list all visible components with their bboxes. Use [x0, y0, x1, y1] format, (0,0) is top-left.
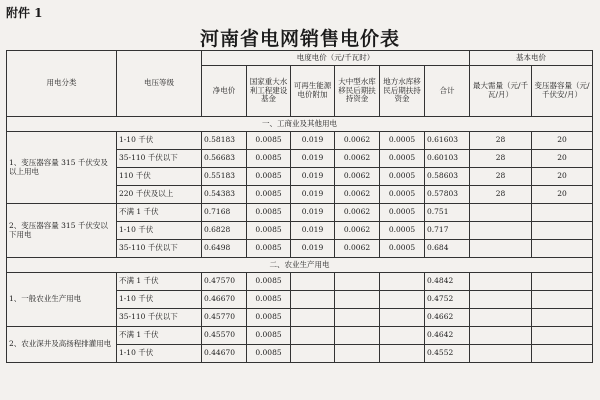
- cell-voltage: 1-10 千伏: [117, 132, 202, 150]
- cell-total: 0.61603: [425, 132, 470, 150]
- cell-water: 0.0085: [247, 132, 291, 150]
- cell-capacity: 20: [532, 132, 593, 150]
- cell-voltage: 1-10 千伏: [117, 222, 202, 240]
- cell-total: 0.60103: [425, 150, 470, 168]
- cell-water: 0.0085: [247, 273, 291, 291]
- cell-water: 0.0085: [247, 222, 291, 240]
- cell-local: 0.0005: [380, 186, 425, 204]
- cell-local: 0.0005: [380, 168, 425, 186]
- cell-demand: 28: [470, 168, 532, 186]
- cell-voltage: 不满 1 千伏: [117, 204, 202, 222]
- table-row: [7, 132, 593, 150]
- cell-voltage: 35-110 千伏以下: [117, 309, 202, 327]
- header-water-fund: 国家重大水利工程建设基金: [247, 66, 291, 117]
- header-category: 用电分类: [7, 51, 117, 117]
- group-large-transformer: 1、变压器容量 315 千伏安及以上用电: [7, 132, 117, 204]
- header-base-price: 基本电价: [470, 51, 593, 66]
- header-large-reservoir: 大中型水库移民后期扶持资金: [335, 66, 380, 117]
- cell-voltage: 35-110 千伏以下: [117, 150, 202, 168]
- cell-total: 0.4662: [425, 309, 470, 327]
- cell-total: 0.751: [425, 204, 470, 222]
- group-general-agri: 1、一般农业生产用电: [7, 273, 117, 327]
- cell-water: 0.0085: [247, 168, 291, 186]
- section-row: [7, 117, 593, 132]
- cell-water: 0.0085: [247, 186, 291, 204]
- cell-large: 0.0062: [335, 150, 380, 168]
- cell-demand: [470, 204, 532, 222]
- cell-total: 0.4552: [425, 345, 470, 363]
- cell-total: 0.4752: [425, 291, 470, 309]
- cell-total: 0.717: [425, 222, 470, 240]
- cell-total: 0.684: [425, 240, 470, 258]
- section-industrial: 一、工商业及其他用电: [7, 117, 593, 132]
- cell-net: 0.46670: [202, 291, 247, 309]
- cell-large: 0.0062: [335, 186, 380, 204]
- cell-total: 0.4642: [425, 327, 470, 345]
- header-renewable: 可再生能源电价附加: [291, 66, 335, 117]
- group-irrigation: 2、农业深井及高扬程排灌用电: [7, 327, 117, 363]
- header-row-1: [7, 51, 593, 66]
- cell-demand: 28: [470, 150, 532, 168]
- cell-capacity: [532, 204, 593, 222]
- table-row: [7, 327, 593, 345]
- cell-net: 0.44670: [202, 345, 247, 363]
- cell-voltage: 不满 1 千伏: [117, 327, 202, 345]
- cell-voltage: 110 千伏: [117, 168, 202, 186]
- section-agricultural: 二、农业生产用电: [7, 258, 593, 273]
- cell-capacity: [532, 222, 593, 240]
- cell-net: 0.56683: [202, 150, 247, 168]
- header-net-price: 净电价: [202, 66, 247, 117]
- cell-water: 0.0085: [247, 240, 291, 258]
- cell-renew: 0.019: [291, 132, 335, 150]
- section-row: [7, 258, 593, 273]
- cell-capacity: [532, 240, 593, 258]
- group-small-transformer: 2、变压器容量 315 千伏安以下用电: [7, 204, 117, 258]
- cell-renew: 0.019: [291, 150, 335, 168]
- cell-net: 0.45770: [202, 309, 247, 327]
- cell-water: 0.0085: [247, 345, 291, 363]
- cell-renew: 0.019: [291, 168, 335, 186]
- cell-water: 0.0085: [247, 150, 291, 168]
- header-total: 合计: [425, 66, 470, 117]
- cell-demand: [470, 240, 532, 258]
- cell-local: 0.0005: [380, 240, 425, 258]
- header-max-demand: 最大需量（元/千瓦/月）: [470, 66, 532, 117]
- cell-net: 0.55183: [202, 168, 247, 186]
- attachment-label: 附件 1: [6, 6, 43, 20]
- cell-net: 0.6498: [202, 240, 247, 258]
- cell-net: 0.45570: [202, 327, 247, 345]
- cell-renew: 0.019: [291, 222, 335, 240]
- cell-water: 0.0085: [247, 327, 291, 345]
- cell-net: 0.7168: [202, 204, 247, 222]
- header-transformer-capacity: 变压器容量（元/千伏安/月）: [532, 66, 593, 117]
- cell-voltage: 1-10 千伏: [117, 291, 202, 309]
- cell-local: 0.0005: [380, 222, 425, 240]
- cell-voltage: 35-110 千伏以下: [117, 240, 202, 258]
- cell-large: 0.0062: [335, 204, 380, 222]
- header-local-reservoir: 地方水库移民后期扶持资金: [380, 66, 425, 117]
- table-row: [7, 204, 593, 222]
- cell-voltage: 220 千伏及以上: [117, 186, 202, 204]
- cell-local: 0.0005: [380, 204, 425, 222]
- header-energy-price: 电度电价（元/千瓦时）: [202, 51, 470, 66]
- cell-total: 0.57803: [425, 186, 470, 204]
- cell-capacity: 20: [532, 150, 593, 168]
- cell-voltage: 不满 1 千伏: [117, 273, 202, 291]
- cell-net: 0.58183: [202, 132, 247, 150]
- cell-water: 0.0085: [247, 204, 291, 222]
- cell-total: 0.4842: [425, 273, 470, 291]
- cell-large: 0.0062: [335, 168, 380, 186]
- cell-renew: 0.019: [291, 204, 335, 222]
- cell-large: 0.0062: [335, 132, 380, 150]
- cell-local: 0.0005: [380, 132, 425, 150]
- cell-voltage: 1-10 千伏: [117, 345, 202, 363]
- cell-renew: 0.019: [291, 186, 335, 204]
- cell-water: 0.0085: [247, 309, 291, 327]
- cell-net: 0.54383: [202, 186, 247, 204]
- cell-large: 0.0062: [335, 240, 380, 258]
- cell-demand: 28: [470, 132, 532, 150]
- cell-demand: 28: [470, 186, 532, 204]
- header-voltage: 电压等级: [117, 51, 202, 117]
- cell-net: 0.6828: [202, 222, 247, 240]
- cell-water: 0.0085: [247, 291, 291, 309]
- cell-renew: 0.019: [291, 240, 335, 258]
- cell-large: 0.0062: [335, 222, 380, 240]
- cell-capacity: 20: [532, 168, 593, 186]
- cell-local: 0.0005: [380, 150, 425, 168]
- page-title: 河南省电网销售电价表: [199, 28, 400, 50]
- cell-capacity: 20: [532, 186, 593, 204]
- cell-total: 0.58603: [425, 168, 470, 186]
- table-row: [7, 273, 593, 291]
- cell-demand: [470, 222, 532, 240]
- price-table: [6, 50, 593, 363]
- cell-net: 0.47570: [202, 273, 247, 291]
